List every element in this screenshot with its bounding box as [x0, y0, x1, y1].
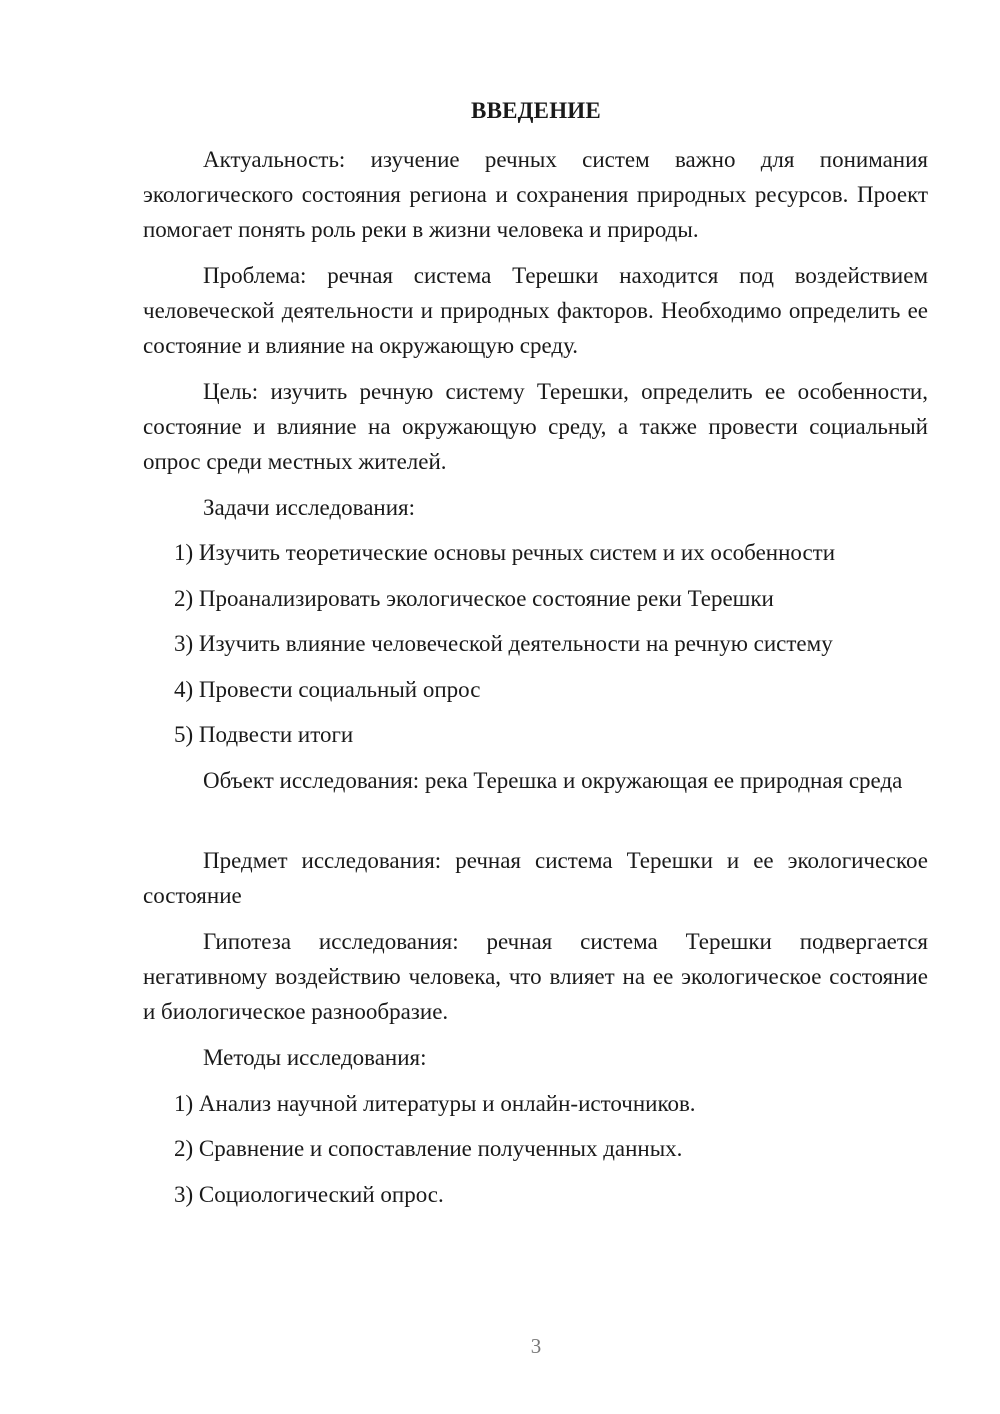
section-title: ВВЕДЕНИЕ [471, 98, 601, 123]
goal-paragraph: Цель: изучить речную систему Терешки, определить ее особенности, состояние и влияние на окружающую среду, а также провести социальный опрос среди местных жителей. [143, 379, 928, 474]
method-item: 3) Социологический опрос. [174, 1182, 444, 1207]
task-item: 1) Изучить теоретические основы речных систем и их особенности [174, 540, 836, 565]
page-number: 3 [530, 1334, 542, 1358]
relevance-paragraph: Актуальность: изучение речных систем важно для понимания экологического состояния региона и сохранения природных ресурсов. Проект помогает понять роль реки в жизни человека и природы. [143, 147, 928, 242]
tasks-heading: Задачи исследования: [203, 495, 416, 520]
task-item: 5) Подвести итоги [174, 722, 354, 747]
task-item: 4) Провести социальный опрос [174, 677, 481, 702]
object-paragraph: Объект исследования: река Терешка и окружающая ее природная среда [203, 768, 903, 793]
subject-paragraph: Предмет исследования: речная система Терешки и ее экологическое состояние [143, 848, 928, 908]
problem-paragraph: Проблема: речная система Терешки находится под воздействием человеческой деятельности и природных факторов. Необходимо определить ее состояние и влияние на окружающую среду. [143, 263, 928, 358]
task-item: 2) Проанализировать экологическое состояние реки Терешки [174, 586, 774, 611]
task-item: 3) Изучить влияние человеческой деятельности на речную систему [174, 631, 833, 656]
hypothesis-paragraph: Гипотеза исследования: речная система Терешки подвергается негативному воздействию человека, что влияет на ее экологическое состояние и биологическое разнообразие. [143, 929, 928, 1024]
method-item: 2) Сравнение и сопоставление полученных данных. [174, 1136, 683, 1161]
method-item: 1) Анализ научной литературы и онлайн-источников. [174, 1091, 696, 1116]
methods-heading: Методы исследования: [203, 1045, 427, 1070]
